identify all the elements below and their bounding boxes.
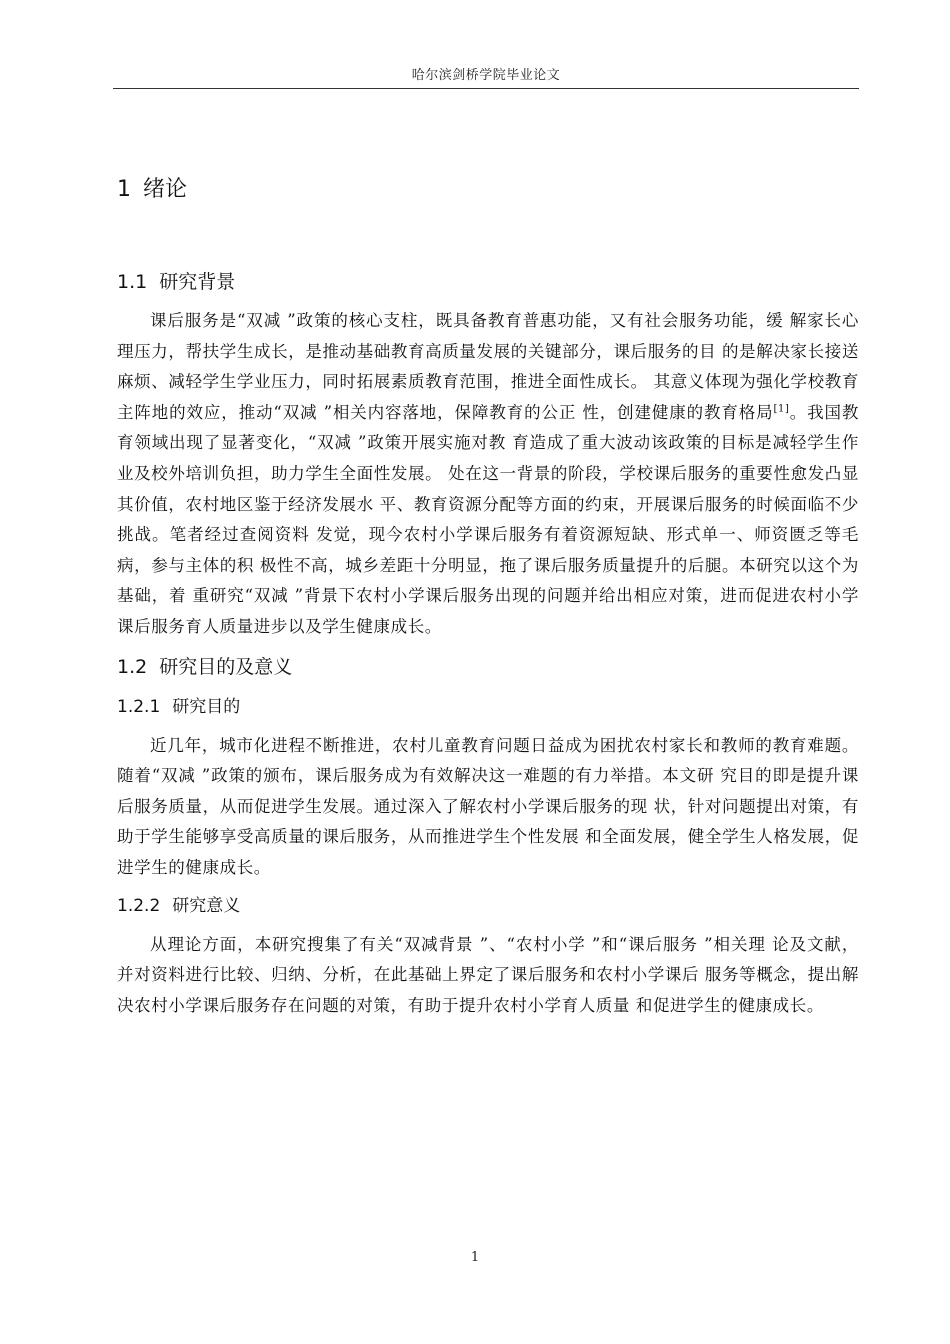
section-heading-1-1 xyxy=(117,264,859,300)
subsection-title: 研究目的 xyxy=(172,696,241,717)
page-content xyxy=(117,170,859,1027)
subsection-heading-1-2-1 xyxy=(117,691,859,723)
page-number: 1 xyxy=(470,1250,480,1265)
section-title: 研究背景 xyxy=(159,271,236,293)
subsection-heading-1-2-2 xyxy=(117,890,859,922)
running-header: 哈尔滨剑桥学院毕业论文 xyxy=(411,68,561,83)
paragraph-text: 课后服务是“双减 ”政策的核心支柱，既具备教育普惠功能，又有社会服务功能，缓 解家长心理压力，帮扶学生成长，是推动基础教育高质量发展的关键部分，课后服务的目 的是解决家长接送麻烦、减轻学生学业压力，同时拓展素质教育范围，推进全面性成长。 其意义体现为强化学校教育主阵地的效应，推动“双减 ”相关内容落地，保障教育的公正 性，创建健康的教育格局 xyxy=(117,311,859,422)
chapter-heading xyxy=(117,170,859,210)
subsection-number: 1.2.2 xyxy=(117,895,161,916)
purpose-paragraph: 近几年，城市化进程不断推进，农村儿童教育问题日益成为困扰农村家长和教师的教育难题。随着“双减 ”政策的颁布，课后服务成为有效解决这一难题的有力举措。本文研 究目的即是提升课后服务质量，从而促进学生发展。通过深入了解农村小学课后服务的现 状，针对问题提出对策，有助于学生能够享受高质量的课后服务，从而推进学生个性发展 和全面发展，健全学生人格发展，促进学生的健康成长。 xyxy=(117,735,859,877)
section-number: 1.2 xyxy=(117,655,148,678)
section-number: 1.1 xyxy=(117,271,148,293)
subsection-number: 1.2.1 xyxy=(117,696,161,717)
paragraph-text: 。我国教育领域出现了显著变化，“双减 ”政策开展实施对教 育造成了重大波动该政策的目标是减轻学生作业及校外培训负担，助力学生全面性发展。 处在这一背景的阶段，学校课后服务的重要性愈发凸显其价值，农村地区鉴于经济发展水 平、教育资源分配等方面的约束，开展课后服务的时候面临不少挑战。笔者经过查阅资料 发觉，现今农村小学课后服务有着资源短缺、形式单一、师资匮乏等毛病，参与主体的积 极性不高，城乡差距十分明显，拖了课后服务质量提升的后腿。本研究以这个为基础，着 重研究“双减 ”背景下农村小学课后服务出现的问题并给出相应对策，进而促进农村小学 课后服务育人质量进步以及学生健康成长。 xyxy=(117,402,859,636)
citation-reference: [1] xyxy=(773,403,790,415)
header-rule xyxy=(113,88,859,89)
chapter-title: 绪论 xyxy=(143,177,188,202)
section-title: 研究目的及意义 xyxy=(159,655,293,678)
chapter-number: 1 xyxy=(117,177,131,202)
background-paragraph xyxy=(117,306,859,643)
significance-paragraph: 从理论方面，本研究搜集了有关“双减背景 ”、“农村小学 ”和“课后服务 ”相关理 论及文献，并对资料进行比较、归纳、分析，在此基础上界定了课后服务和农村小学课后 服务等概念，提出解决农村小学课后服务存在问题的对策，有助于提升农村小学育人质量 和促进学生的健康成长。 xyxy=(117,934,859,1015)
section-heading-1-2 xyxy=(117,649,859,685)
subsection-title: 研究意义 xyxy=(172,895,241,916)
